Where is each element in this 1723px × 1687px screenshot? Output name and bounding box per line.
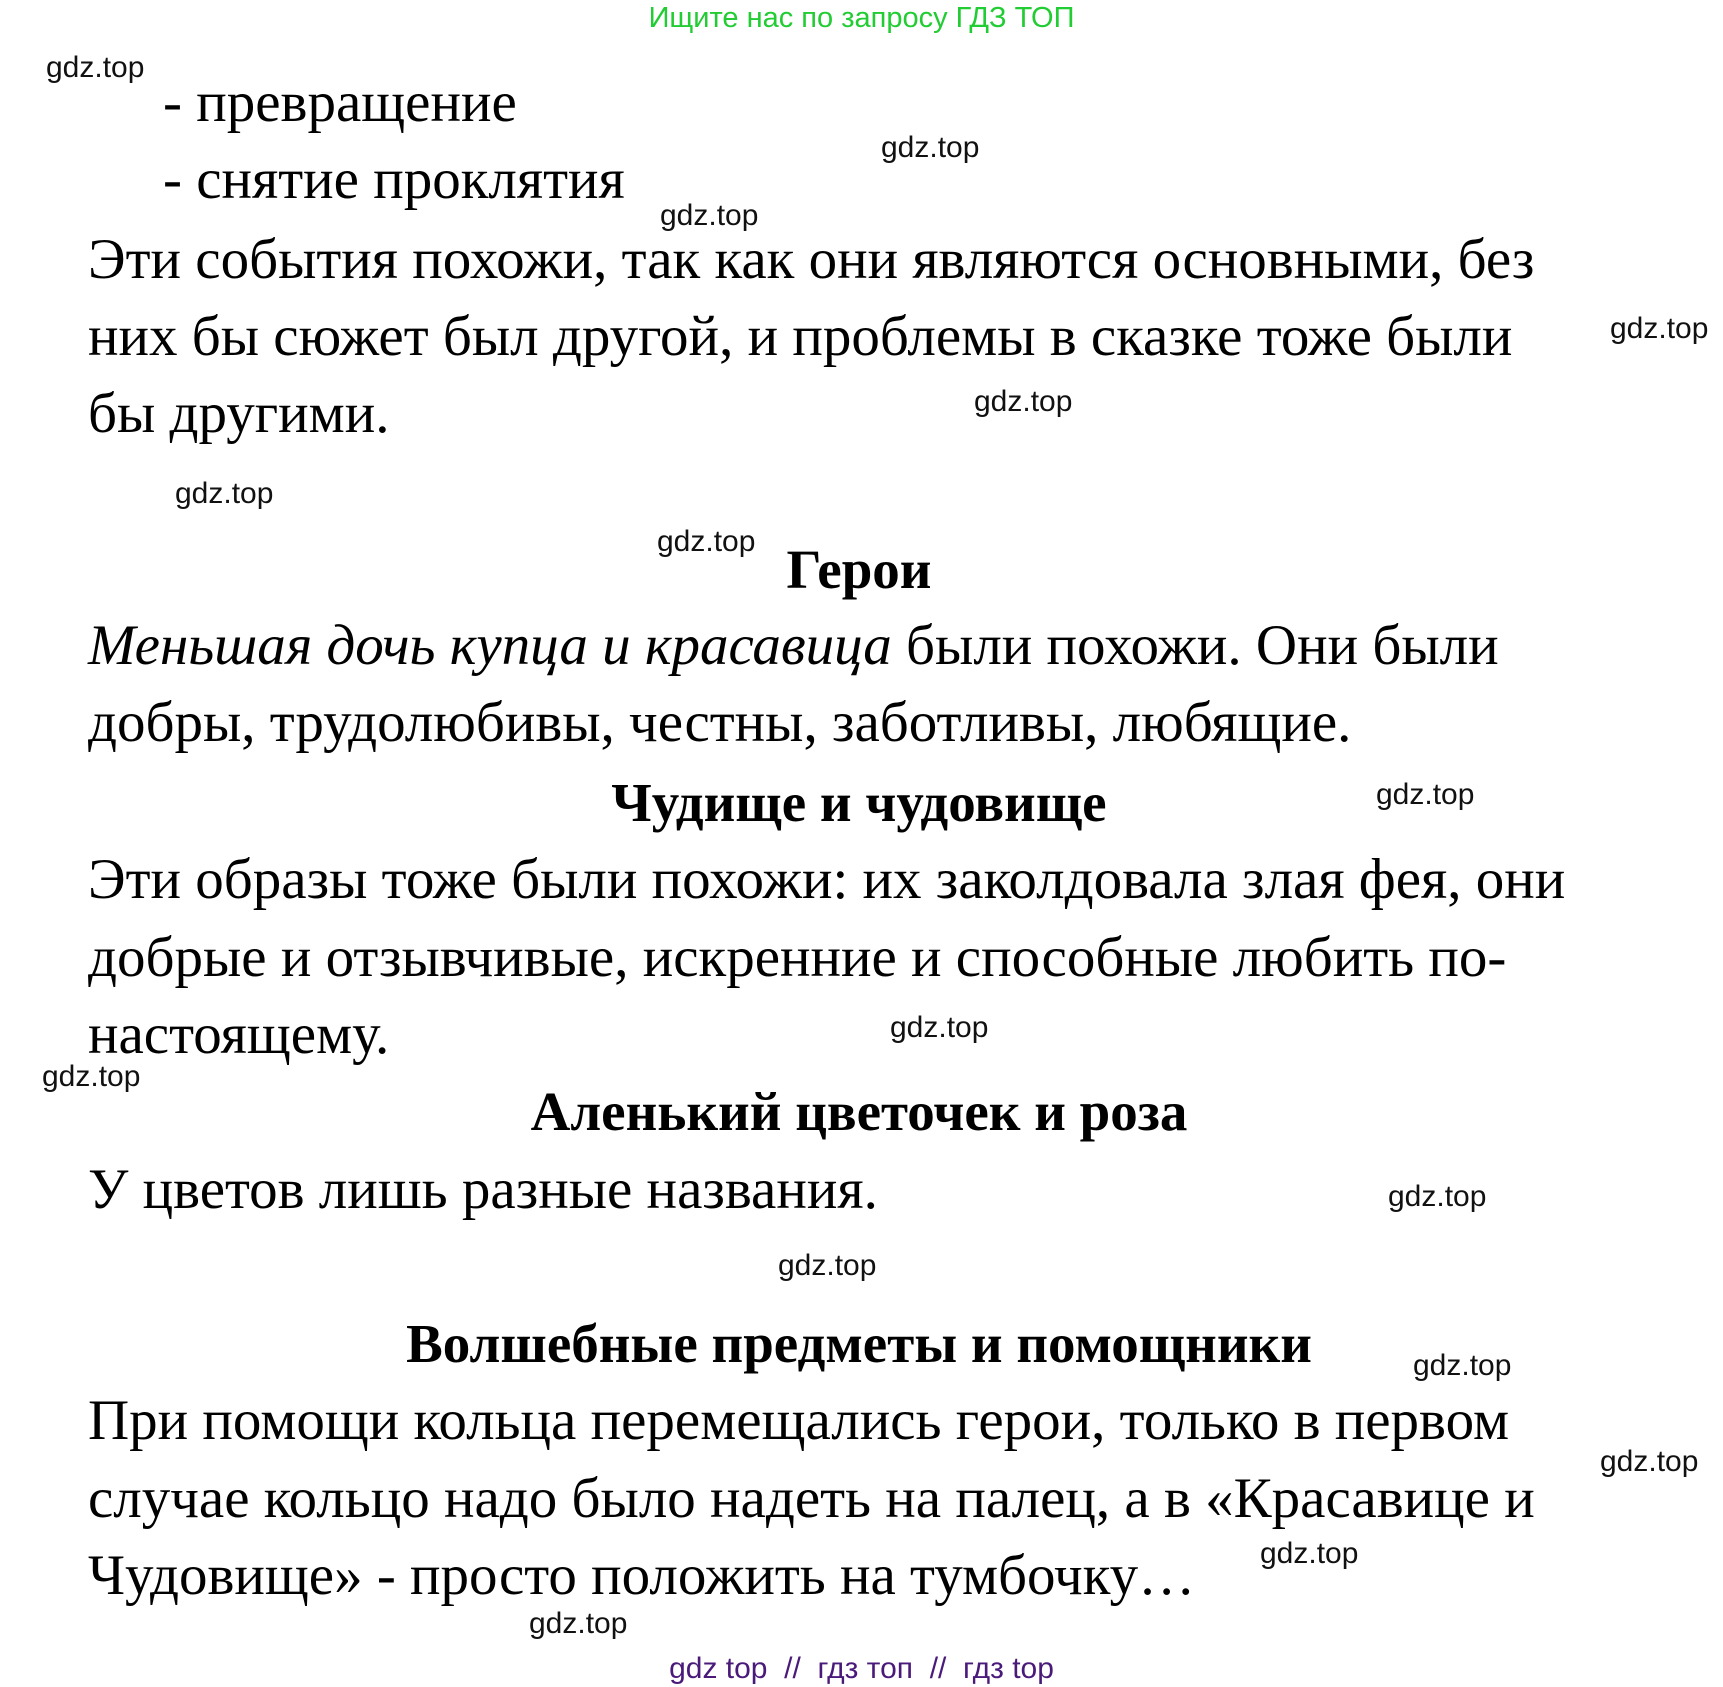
italic-text: Меньшая дочь купца и красавица (88, 614, 892, 677)
watermark: gdz.top (1600, 1445, 1699, 1478)
watermark: gdz.top (890, 1011, 989, 1044)
section-heading: Аленький цветочек и роза (530, 1081, 1188, 1142)
paragraph-text: были похожи. Они были (891, 614, 1499, 677)
watermark: gdz.top (778, 1249, 877, 1282)
watermark: gdz.top (1260, 1537, 1359, 1570)
paragraph-line: Чудовище» - просто положить на тумбочку… (88, 1544, 1196, 1607)
list-item: - снятие проклятия (163, 148, 625, 211)
paragraph-line: добрые и отзывчивые, искренние и способные любить по- (88, 926, 1507, 989)
section-heading: Чудище и чудовище (611, 772, 1107, 833)
watermark: gdz.top (657, 525, 756, 558)
paragraph-line (88, 614, 1499, 677)
paragraph-line: них бы сюжет был другой, и проблемы в сказке тоже были (88, 305, 1513, 368)
watermark: gdz.top (1610, 312, 1709, 345)
watermark: gdz.top (974, 385, 1073, 418)
watermark: gdz.top (175, 477, 274, 510)
footer-links: gdz top // гдз топ // гдз top (669, 1652, 1054, 1685)
paragraph-line: добры, трудолюбивы, честны, заботливы, любящие. (88, 691, 1352, 754)
paragraph-line: настоящему. (88, 1003, 390, 1066)
paragraph-line: При помощи кольца перемещались герои, только в первом (88, 1389, 1510, 1452)
watermark: gdz.top (529, 1607, 628, 1640)
section-heading: Волшебные предметы и помощники (406, 1313, 1312, 1374)
paragraph-line: Эти события похожи, так как они являются основными, без (88, 228, 1535, 291)
list-item: - превращение (163, 71, 517, 134)
watermark: gdz.top (46, 51, 145, 84)
paragraph-line: бы другими. (88, 382, 390, 445)
paragraph-line: У цветов лишь разные названия. (88, 1158, 878, 1221)
watermark: gdz.top (660, 199, 759, 232)
watermark: gdz.top (1388, 1180, 1487, 1213)
watermark: gdz.top (42, 1060, 141, 1093)
paragraph-line: Эти образы тоже были похожи: их заколдовала злая фея, они (88, 848, 1566, 911)
section-heading: Герои (786, 539, 932, 600)
search-hint-header: Ищите нас по запросу ГДЗ ТОП (648, 2, 1075, 34)
paragraph-line: случае кольцо надо было надеть на палец, а в «Красавице и (88, 1467, 1535, 1530)
watermark: gdz.top (881, 131, 980, 164)
watermark: gdz.top (1376, 778, 1475, 811)
watermark: gdz.top (1413, 1349, 1512, 1382)
